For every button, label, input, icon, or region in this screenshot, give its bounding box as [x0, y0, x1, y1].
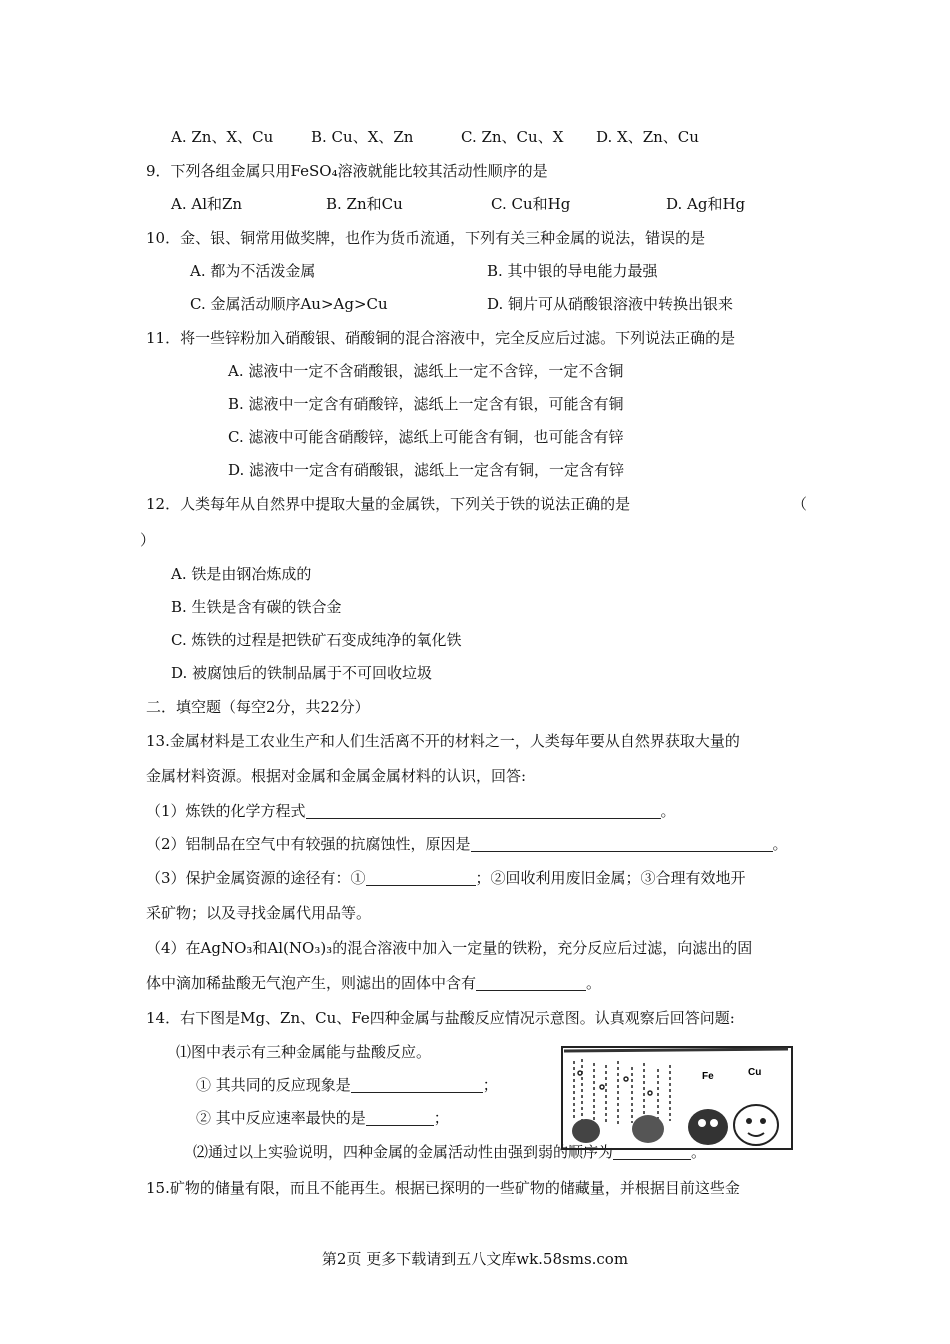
section-2-title: 二．填空题（每空2分，共22分） [146, 698, 370, 716]
q10-stem: 10．金、银、铜常用做奖牌，也作为货币流通，下列有关三种金属的说法，错误的是 [146, 229, 706, 247]
q8-option-c: C. Zn、Cu、X [461, 128, 564, 146]
q14-sub1-a-end: ； [482, 1076, 498, 1094]
q14-sub2-text: ⑵通过以上实验说明，四种金属的金属活动性由强到弱的顺序为 [193, 1143, 614, 1161]
q13-part4-line1: （4）在AgNO₃和Al(NO₃)₃的混合溶液中加入一定量的铁粉，充分反应后过滤，向滤出的固 [146, 939, 753, 957]
q14-sub1-a-text: ① 其共同的反应现象是 [196, 1076, 351, 1094]
q8-options [171, 127, 699, 147]
metal-figure-cu [734, 1105, 778, 1145]
q9-option-c: C. Cu和Hg [491, 195, 571, 213]
q14-sub1-b-end: ； [433, 1109, 449, 1127]
q9-option-b: B. Zn和Cu [326, 195, 403, 213]
q14-sub1-a-blank[interactable] [351, 1076, 483, 1093]
q12-option-b: B. 生铁是含有碳的铁合金 [171, 598, 342, 616]
metal-characters [572, 1105, 778, 1145]
q11-option-b: B. 滤液中一定含有硝酸锌，滤纸上一定含有银，可能含有铜 [228, 395, 624, 413]
q13-part1-text: （1）炼铁的化学方程式 [146, 802, 306, 820]
q9-options [171, 194, 745, 214]
q12-paren-close: ） [140, 531, 156, 549]
q12-option-c: C. 炼铁的过程是把铁矿石变成纯净的氧化铁 [171, 631, 462, 649]
q13-part2 [146, 834, 788, 854]
q12-option-a: A. 铁是由钢冶炼成的 [171, 565, 312, 583]
q10-option-b: B. 其中银的导电能力最强 [487, 262, 658, 280]
q14-sub1-b-text: ② 其中反应速率最快的是 [196, 1109, 366, 1127]
q8-option-d: D. X、Zn、Cu [596, 128, 699, 146]
q13-part1-end: 。 [660, 802, 676, 820]
q13-part3-blank[interactable] [366, 869, 476, 886]
q11-option-d: D. 滤液中一定含有硝酸银，滤纸上一定含有铜，一定含有锌 [228, 461, 625, 479]
q12-paren-open: （ [792, 495, 808, 513]
q10-option-c: C. 金属活动顺序Au>Ag>Cu [190, 295, 388, 313]
q13-part4-text: 体中滴加稀盐酸无气泡产生，则滤出的固体中含有 [146, 974, 477, 992]
metal-figure-1 [572, 1119, 600, 1143]
q10-option-a: A. 都为不活泼金属 [190, 262, 316, 280]
q14-sub1-b-blank[interactable] [366, 1109, 434, 1126]
q14-stem: 14．右下图是Mg、Zn、Cu、Fe四种金属与盐酸反应情况示意图。认真观察后回答问题: [146, 1009, 735, 1027]
q10-option-d: D. 铜片可从硝酸银溶液中转换出银来 [487, 295, 734, 313]
q13-part2-text: （2）铝制品在空气中有较强的抗腐蚀性，原因是 [146, 835, 471, 853]
q13-part3-cont: 采矿物；以及寻找金属代用品等。 [146, 904, 372, 922]
q13-part1 [146, 801, 676, 821]
q13-stem-line2: 金属材料资源。根据对金属和金属金属材料的认识，回答: [146, 767, 527, 785]
q11-stem: 11．将一些锌粉加入硝酸银、硝酸铜的混合溶液中，完全反应后过滤。下列说法正确的是 [146, 329, 736, 347]
page-footer: 第2页 更多下载请到五八文库wk.58sms.com [321, 1250, 629, 1268]
figure-label-cu: Cu [748, 1067, 762, 1078]
metals-acid-reaction-figure [560, 1043, 794, 1153]
q8-option-a: A. Zn、X、Cu [171, 128, 274, 146]
q11-option-a: A. 滤液中一定不含硝酸银，滤纸上一定不含锌，一定不含铜 [228, 362, 624, 380]
q12-option-d: D. 被腐蚀后的铁制品属于不可回收垃圾 [171, 664, 433, 682]
q9-option-d: D. Ag和Hg [666, 195, 746, 213]
q12-stem: 12．人类每年从自然界中提取大量的金属铁，下列关于铁的说法正确的是 [146, 495, 631, 513]
q13-part2-end: 。 [772, 835, 788, 853]
q14-sub1-a [196, 1075, 498, 1095]
q14-sub1: ⑴图中表示有三种金属能与盐酸反应。 [176, 1043, 432, 1061]
q13-part3-text: （3）保护金属资源的途径有：① [146, 869, 366, 887]
q11-option-c: C. 滤液中可能含硝酸锌，滤纸上可能含有铜，也可能含有锌 [228, 428, 624, 446]
q13-part3-rest: ；②回收利用废旧金属；③合理有效地开 [475, 869, 746, 887]
q13-part4-line2 [146, 973, 601, 993]
q13-part3 [146, 868, 746, 888]
q13-stem-line1: 13.金属材料是工农业生产和人们生活离不开的材料之一，人类每年要从自然界获取大量的 [146, 732, 740, 750]
q13-part4-blank[interactable] [476, 974, 586, 991]
q15-stem: 15.矿物的储量有限，而且不能再生。根据已探明的一些矿物的储藏量，并根据目前这些金 [146, 1179, 740, 1197]
figure-label-fe: Fe [702, 1071, 714, 1082]
figure-top-edge [564, 1049, 788, 1051]
q9-stem: 9．下列各组金属只用FeSO₄溶液就能比较其活动性顺序的是 [146, 162, 548, 180]
q14-sub1-b [196, 1108, 449, 1128]
q14-sub2-end: 。 [691, 1143, 707, 1161]
q9-option-a: A. Al和Zn [171, 195, 243, 213]
q8-option-b: B. Cu、X、Zn [311, 128, 414, 146]
q13-part4-end: 。 [586, 974, 602, 992]
q13-part2-blank[interactable] [471, 835, 773, 852]
metal-figure-2 [632, 1115, 664, 1143]
q13-part1-blank[interactable] [306, 802, 661, 819]
metal-figure-fe [688, 1109, 728, 1145]
